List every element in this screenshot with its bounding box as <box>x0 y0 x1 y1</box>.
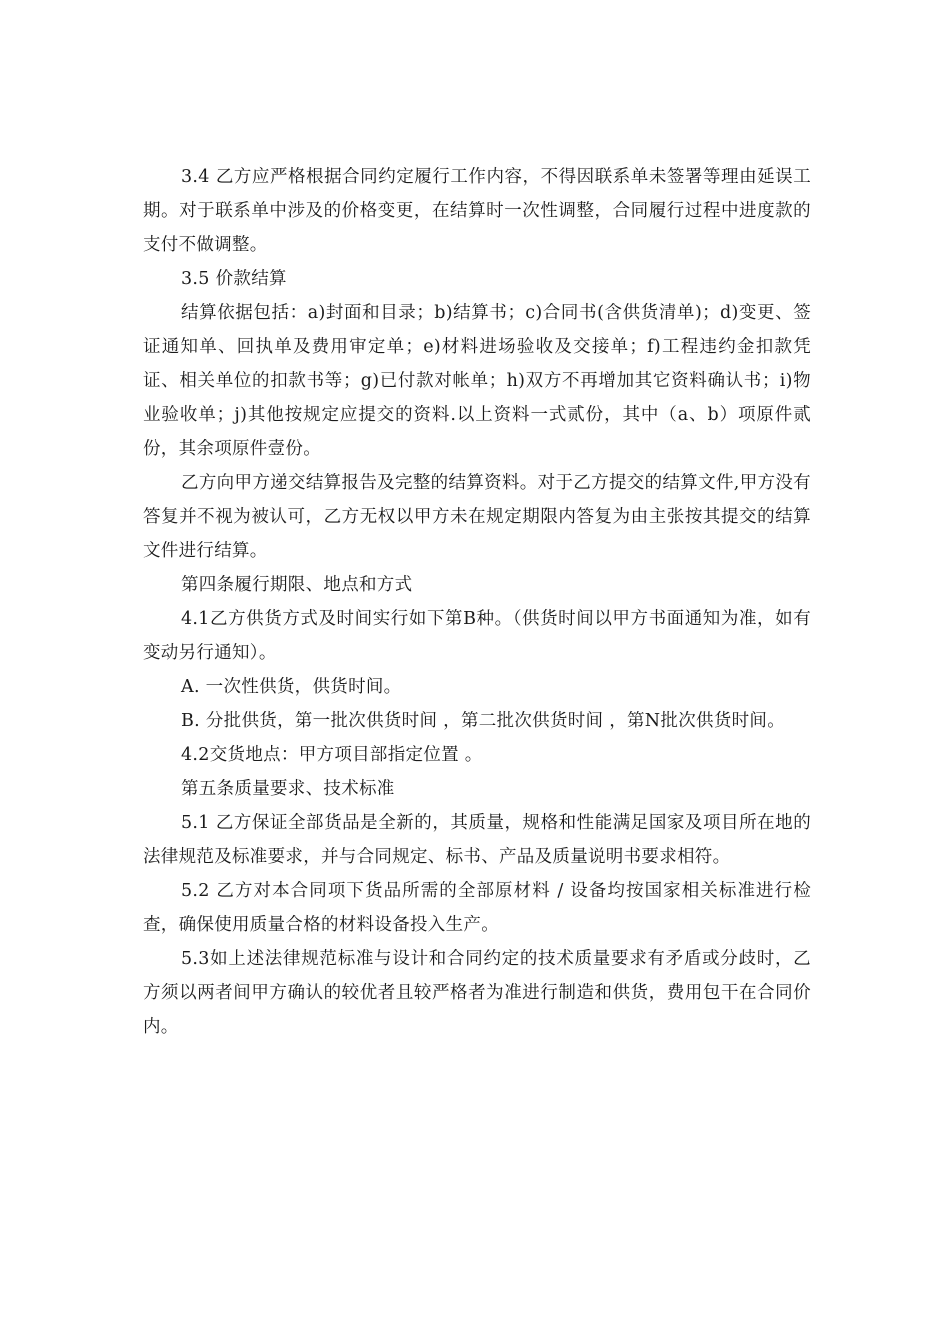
document-page <box>143 160 811 1044</box>
paragraph-option-a: A. 一次性供货，供货时间。 <box>181 677 402 697</box>
section-4-heading: 第四条履行期限、地点和方式 <box>181 575 413 595</box>
paragraph-option-b: B. 分批供货，第一批次供货时间 ，第二批次供货时间 ，第N批次供货时间。 <box>181 711 786 731</box>
paragraph-4-1: 4.1乙方供货方式及时间实行如下第B种。（供货时间以甲方书面通知为准，如有变动另行通知）。 <box>143 609 811 663</box>
paragraph-settlement-report: 乙方向甲方递交结算报告及完整的结算资料。对于乙方提交的结算文件,甲方没有答复并不视为被认可，乙方无权以甲方未在规定期限内答复为由主张按其提交的结算文件进行结算。 <box>143 473 811 561</box>
paragraph-settlement-basis: 结算依据包括：a)封面和目录；b)结算书；c)合同书(含供货清单)；d)变更、签证通知单、回执单及费用审定单；e)材料进场验收及交接单；f)工程违约金扣款凭证、相关单位的扣款书等；g)已付款对帐单；h)双方不再增加其它资料确认书；i)物业验收单；j)其他按规定应提交的资料.以上资料一式贰份，其中（a、b）项原件贰份，其余项原件壹份。 <box>143 303 811 459</box>
paragraph-5-1: 5.1 乙方保证全部货品是全新的，其质量，规格和性能满足国家及项目所在地的法律规范及标准要求，并与合同规定、标书、产品及质量说明书要求相符。 <box>143 813 811 867</box>
paragraph-3-5-heading: 3.5 价款结算 <box>181 269 287 289</box>
section-5-heading: 第五条质量要求、技术标准 <box>181 779 395 799</box>
paragraph-4-2: 4.2交货地点：甲方项目部指定位置 。 <box>181 745 483 765</box>
paragraph-3-4: 3.4 乙方应严格根据合同约定履行工作内容，不得因联系单未签署等理由延误工期。对于联系单中涉及的价格变更，在结算时一次性调整，合同履行过程中进度款的支付不做调整。 <box>143 167 811 255</box>
paragraph-5-3: 5.3如上述法律规范标准与设计和合同约定的技术质量要求有矛盾或分歧时，乙方须以两者间甲方确认的较优者且较严格者为准进行制造和供货，费用包干在合同价内。 <box>143 949 811 1037</box>
paragraph-5-2: 5.2 乙方对本合同项下货品所需的全部原材料 / 设备均按国家相关标准进行检查，确保使用质量合格的材料设备投入生产。 <box>143 881 811 935</box>
